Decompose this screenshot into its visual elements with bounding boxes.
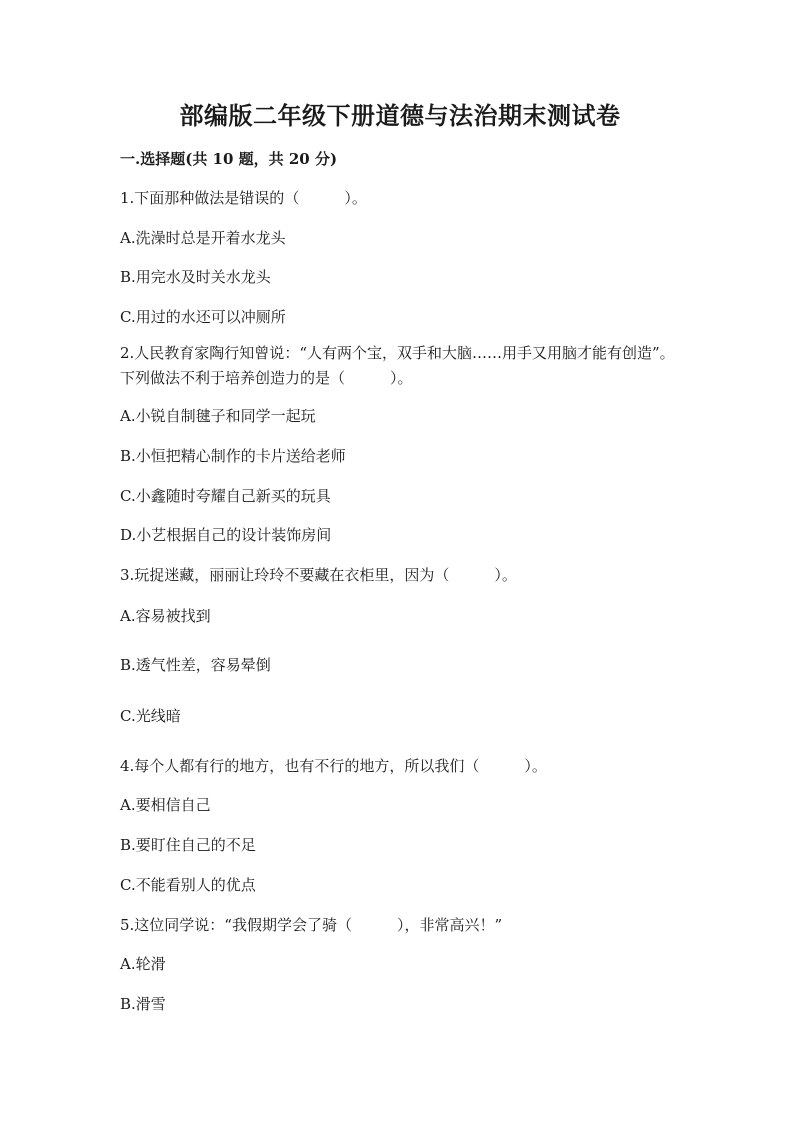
- question-1-option-c: C.用过的水还可以冲厕所: [120, 308, 286, 326]
- question-4-option-a: A.要相信自己: [120, 796, 211, 814]
- section-heading: 一.选择题(共 10 题，共 20 分): [120, 150, 338, 168]
- question-4-stem: 4.每个人都有行的地方，也有不行的地方，所以我们（ ）。: [120, 757, 547, 775]
- question-5-option-b: B.滑雪: [120, 995, 166, 1013]
- question-3-stem: 3.玩捉迷藏，丽丽让玲玲不要藏在衣柜里，因为（ ）。: [120, 566, 517, 584]
- question-3-option-c: C.光线暗: [120, 707, 181, 725]
- question-3-option-b: B.透气性差，容易晕倒: [120, 656, 271, 674]
- question-5-option-a: A.轮滑: [120, 955, 166, 973]
- question-2-option-d: D.小艺根据自己的设计装饰房间: [120, 526, 332, 544]
- question-2-option-c: C.小鑫随时夸耀自己新买的玩具: [120, 487, 331, 505]
- question-1-stem: 1.下面那种做法是错误的（ ）。: [120, 189, 367, 207]
- question-4-option-b: B.要盯住自己的不足: [120, 836, 256, 854]
- question-2-option-a: A.小锐自制毽子和同学一起玩: [120, 407, 316, 425]
- question-1-option-a: A.洗澡时总是开着水龙头: [120, 229, 286, 247]
- question-3-option-a: A.容易被找到: [120, 607, 211, 625]
- question-4-option-c: C.不能看别人的优点: [120, 876, 256, 894]
- question-2-stem: 2.人民教育家陶行知曾说：“人有两个宝，双手和大脑……用手又用脑才能有创造”。下列做法不利于培养创造力的是（ ）。: [120, 344, 675, 387]
- question-5-stem: 5.这位同学说：“我假期学会了骑（ ），非常高兴！”: [120, 916, 503, 934]
- question-2-option-b: B.小恒把精心制作的卡片送给老师: [120, 447, 346, 465]
- page-title: 部编版二年级下册道德与法治期末测试卷: [179, 101, 621, 130]
- question-1-option-b: B.用完水及时关水龙头: [120, 268, 271, 286]
